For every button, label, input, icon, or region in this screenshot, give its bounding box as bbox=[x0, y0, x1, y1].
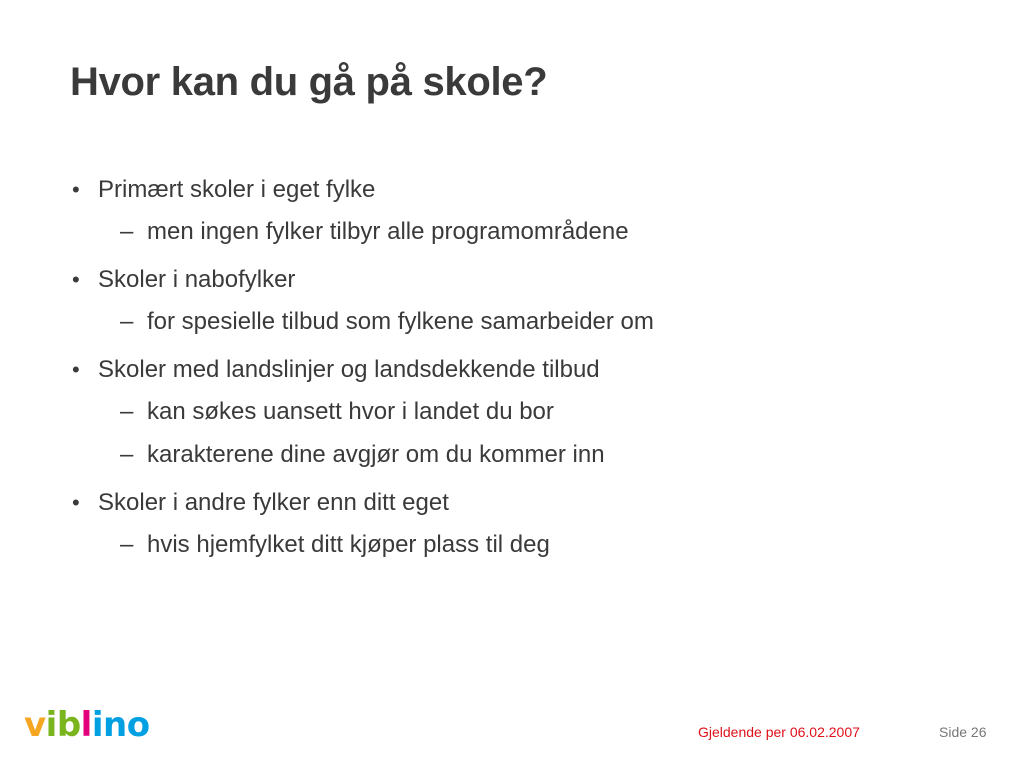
page-number: Side 26 bbox=[939, 724, 987, 740]
sub-item bbox=[70, 433, 970, 476]
sub-item-text: karakterene dine avgjør om du kommer inn bbox=[147, 441, 605, 468]
bullet-text: Primært skoler i eget fylke bbox=[98, 176, 376, 203]
sub-list bbox=[70, 300, 970, 343]
sub-list bbox=[70, 390, 970, 476]
logo-letter: l bbox=[80, 705, 92, 745]
logo-letter: i bbox=[45, 705, 57, 745]
logo-letter: b bbox=[56, 705, 81, 745]
sub-item bbox=[70, 300, 970, 343]
viblino-logo bbox=[24, 705, 150, 745]
validity-date: Gjeldende per 06.02.2007 bbox=[698, 724, 860, 740]
dash-mark: – bbox=[120, 531, 134, 558]
bullet-item bbox=[70, 350, 970, 476]
bullet-text: Skoler i andre fylker enn ditt eget bbox=[98, 489, 449, 516]
sub-item bbox=[70, 390, 970, 433]
sub-item-text: men ingen fylker tilbyr alle programområdene bbox=[147, 218, 629, 245]
sub-item bbox=[70, 210, 970, 253]
logo-letter: o bbox=[126, 705, 150, 745]
dash-mark: – bbox=[120, 218, 134, 245]
logo-letter: n bbox=[102, 705, 127, 745]
sub-item-text: for spesielle tilbud som fylkene samarbeider om bbox=[147, 308, 654, 335]
dash-mark: – bbox=[120, 308, 134, 335]
bullet-item bbox=[70, 260, 970, 343]
bullet-mark: • bbox=[72, 177, 80, 202]
sub-item-text: hvis hjemfylket ditt kjøper plass til deg bbox=[147, 531, 550, 558]
logo-letter: i bbox=[91, 705, 103, 745]
slide-title: Hvor kan du gå på skole? bbox=[70, 60, 548, 104]
bullet-list bbox=[70, 170, 970, 573]
bullet-mark: • bbox=[72, 490, 80, 515]
sub-list bbox=[70, 210, 970, 253]
dash-mark: – bbox=[120, 398, 134, 425]
bullet-item bbox=[70, 170, 970, 253]
bullet-text: Skoler med landslinjer og landsdekkende tilbud bbox=[98, 356, 600, 383]
sub-item bbox=[70, 523, 970, 566]
bullet-item bbox=[70, 483, 970, 566]
sub-item-text: kan søkes uansett hvor i landet du bor bbox=[147, 398, 554, 425]
bullet-mark: • bbox=[72, 267, 80, 292]
sub-list bbox=[70, 523, 970, 566]
bullet-mark: • bbox=[72, 357, 80, 382]
dash-mark: – bbox=[120, 441, 134, 468]
logo-letter: v bbox=[24, 705, 46, 745]
bullet-text: Skoler i nabofylker bbox=[98, 266, 296, 293]
